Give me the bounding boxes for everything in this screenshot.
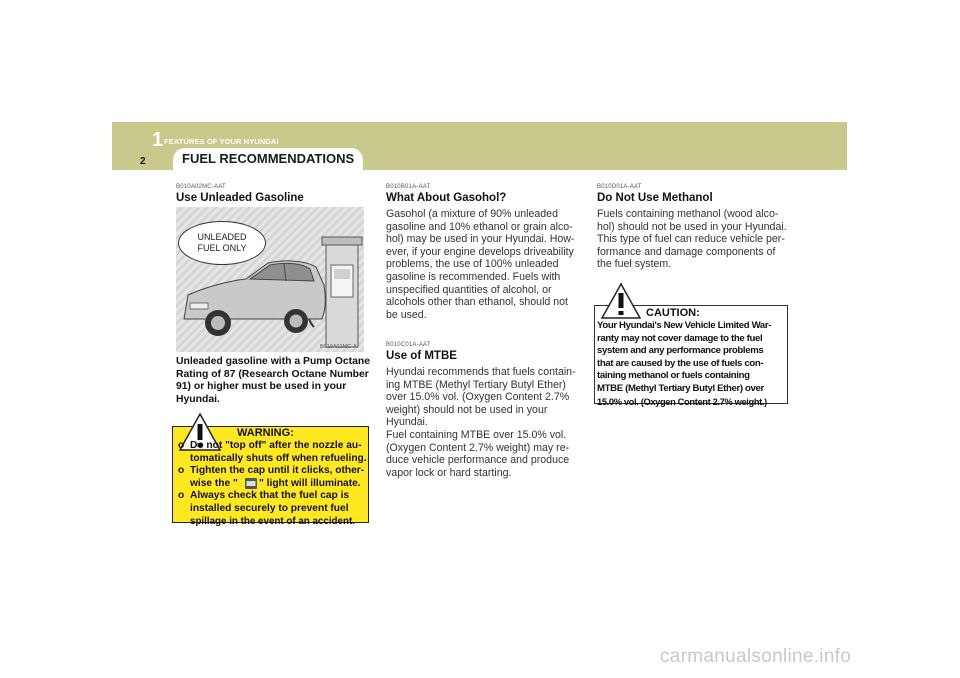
illustration-code: B010A01MC-A bbox=[320, 344, 357, 350]
section-heading: Use Unleaded Gasoline bbox=[176, 192, 304, 204]
caution-line: Your Hyundai's New Vehicle Limited War- bbox=[597, 320, 772, 331]
caution-line: ranty may not cover damage to the fuel bbox=[597, 332, 763, 344]
warning-line: Do not "top off" after the nozzle au- bbox=[190, 440, 362, 451]
chapter-number: 1 bbox=[152, 129, 164, 151]
body-line: Fuels containing methanol (wood alco- bbox=[597, 208, 779, 220]
section-heading: What About Gasohol? bbox=[386, 192, 507, 204]
warning-bullet: o bbox=[178, 490, 185, 502]
body-line: Rating of 87 (Research Octane Number bbox=[176, 368, 369, 380]
body-line: problems, the use of 100% unleaded bbox=[386, 258, 559, 271]
body-line: alcohols other than ethanol, should not bbox=[386, 296, 568, 309]
body-line: hol) may be used in your Hyundai. How- bbox=[386, 233, 575, 246]
body-line: hol) should not be used in your Hyundai. bbox=[597, 220, 787, 233]
section-heading: Use of MTBE bbox=[386, 350, 457, 362]
caution-title: CAUTION: bbox=[646, 307, 700, 319]
body-line: Unleaded gasoline with a Pump Octane bbox=[176, 356, 370, 367]
body-line: duce vehicle performance and produce bbox=[386, 454, 570, 467]
body-line: Hyundai. bbox=[386, 416, 428, 429]
section-title: FUEL RECOMMENDATIONS bbox=[182, 151, 355, 166]
chapter-title: FEATURES OF YOUR HYUNDAI bbox=[164, 137, 279, 146]
body-line: formance and damage components of bbox=[597, 245, 776, 258]
body-line: the fuel system. bbox=[597, 258, 672, 271]
warning-line-start: wise the " bbox=[190, 477, 238, 489]
body-line: 91) or higher must be used in your bbox=[176, 381, 347, 393]
body-line: be used. bbox=[386, 308, 427, 321]
body-line: gasoline and 10% ethanol or grain alco- bbox=[386, 220, 573, 233]
body-line: vapor lock or hard starting. bbox=[386, 466, 512, 479]
body-line: over 15.0% vol. (Oxygen Content 2.7% bbox=[386, 391, 570, 404]
page-number: 2 bbox=[140, 156, 146, 167]
caution-line: MTBE (Methyl Tertiary Butyl Ether) over bbox=[597, 383, 764, 394]
body-line: gasoline is recommended. Fuels with bbox=[386, 271, 561, 283]
body-line: Fuel containing MTBE over 15.0% vol. bbox=[386, 429, 567, 441]
caution-triangle-icon bbox=[600, 282, 642, 320]
warning-line: Always check that the fuel cap is bbox=[190, 490, 350, 502]
warning-line: tomatically shuts off when refueling. bbox=[190, 452, 367, 464]
unleaded-fuel-label-bubble bbox=[178, 221, 266, 265]
section-code: B010B01A-AAT bbox=[386, 184, 431, 190]
fuel-cap-warning-light-icon bbox=[245, 478, 257, 489]
body-line: Hyundai. bbox=[176, 393, 220, 405]
caution-line: 15.0% vol. (Oxygen Content 2.7% weight.) bbox=[597, 396, 767, 407]
warning-line: spillage in the event of an accident. bbox=[190, 515, 355, 527]
section-heading: Do Not Use Methanol bbox=[597, 192, 713, 204]
warning-bullet: o bbox=[178, 465, 185, 477]
warning-line-end: " light will illuminate. bbox=[259, 477, 361, 489]
body-line: weight) should not be used in your bbox=[386, 403, 548, 416]
warning-line: Tighten the cap until it clicks, other- bbox=[190, 465, 365, 477]
caution-line: that are caused by the use of fuels con- bbox=[597, 357, 764, 369]
bubble-line-2: FUEL ONLY bbox=[197, 243, 247, 253]
body-line: This type of fuel can reduce vehicle per- bbox=[597, 233, 785, 246]
warning-title: WARNING: bbox=[237, 427, 294, 439]
body-line: ing MTBE (Methyl Tertiary Butyl Ether) bbox=[386, 378, 566, 391]
bubble-line-1: UNLEADED bbox=[197, 232, 247, 242]
warning-line: installed securely to prevent fuel bbox=[190, 503, 349, 514]
body-line: (Oxygen Content 2.7% weight) may re- bbox=[386, 441, 570, 454]
warning-bullet: o bbox=[178, 440, 185, 451]
section-code: B010D01A-AAT bbox=[597, 184, 642, 190]
caution-line: taining methanol or fuels containing bbox=[597, 370, 750, 382]
watermark-text[interactable]: carmanualsonline.info bbox=[660, 646, 852, 667]
caution-line: system and any performance problems bbox=[597, 345, 764, 357]
section-code: B010C01A-AAT bbox=[386, 342, 431, 348]
body-line: Hyundai recommends that fuels contain- bbox=[386, 366, 576, 378]
body-line: ever, if your engine develops driveability bbox=[386, 245, 574, 258]
body-line: unspecified quantities of alcohol, or bbox=[386, 283, 552, 296]
section-code: B010A02MC-AAT bbox=[176, 184, 226, 190]
body-line: Gasohol (a mixture of 90% unleaded bbox=[386, 208, 558, 220]
